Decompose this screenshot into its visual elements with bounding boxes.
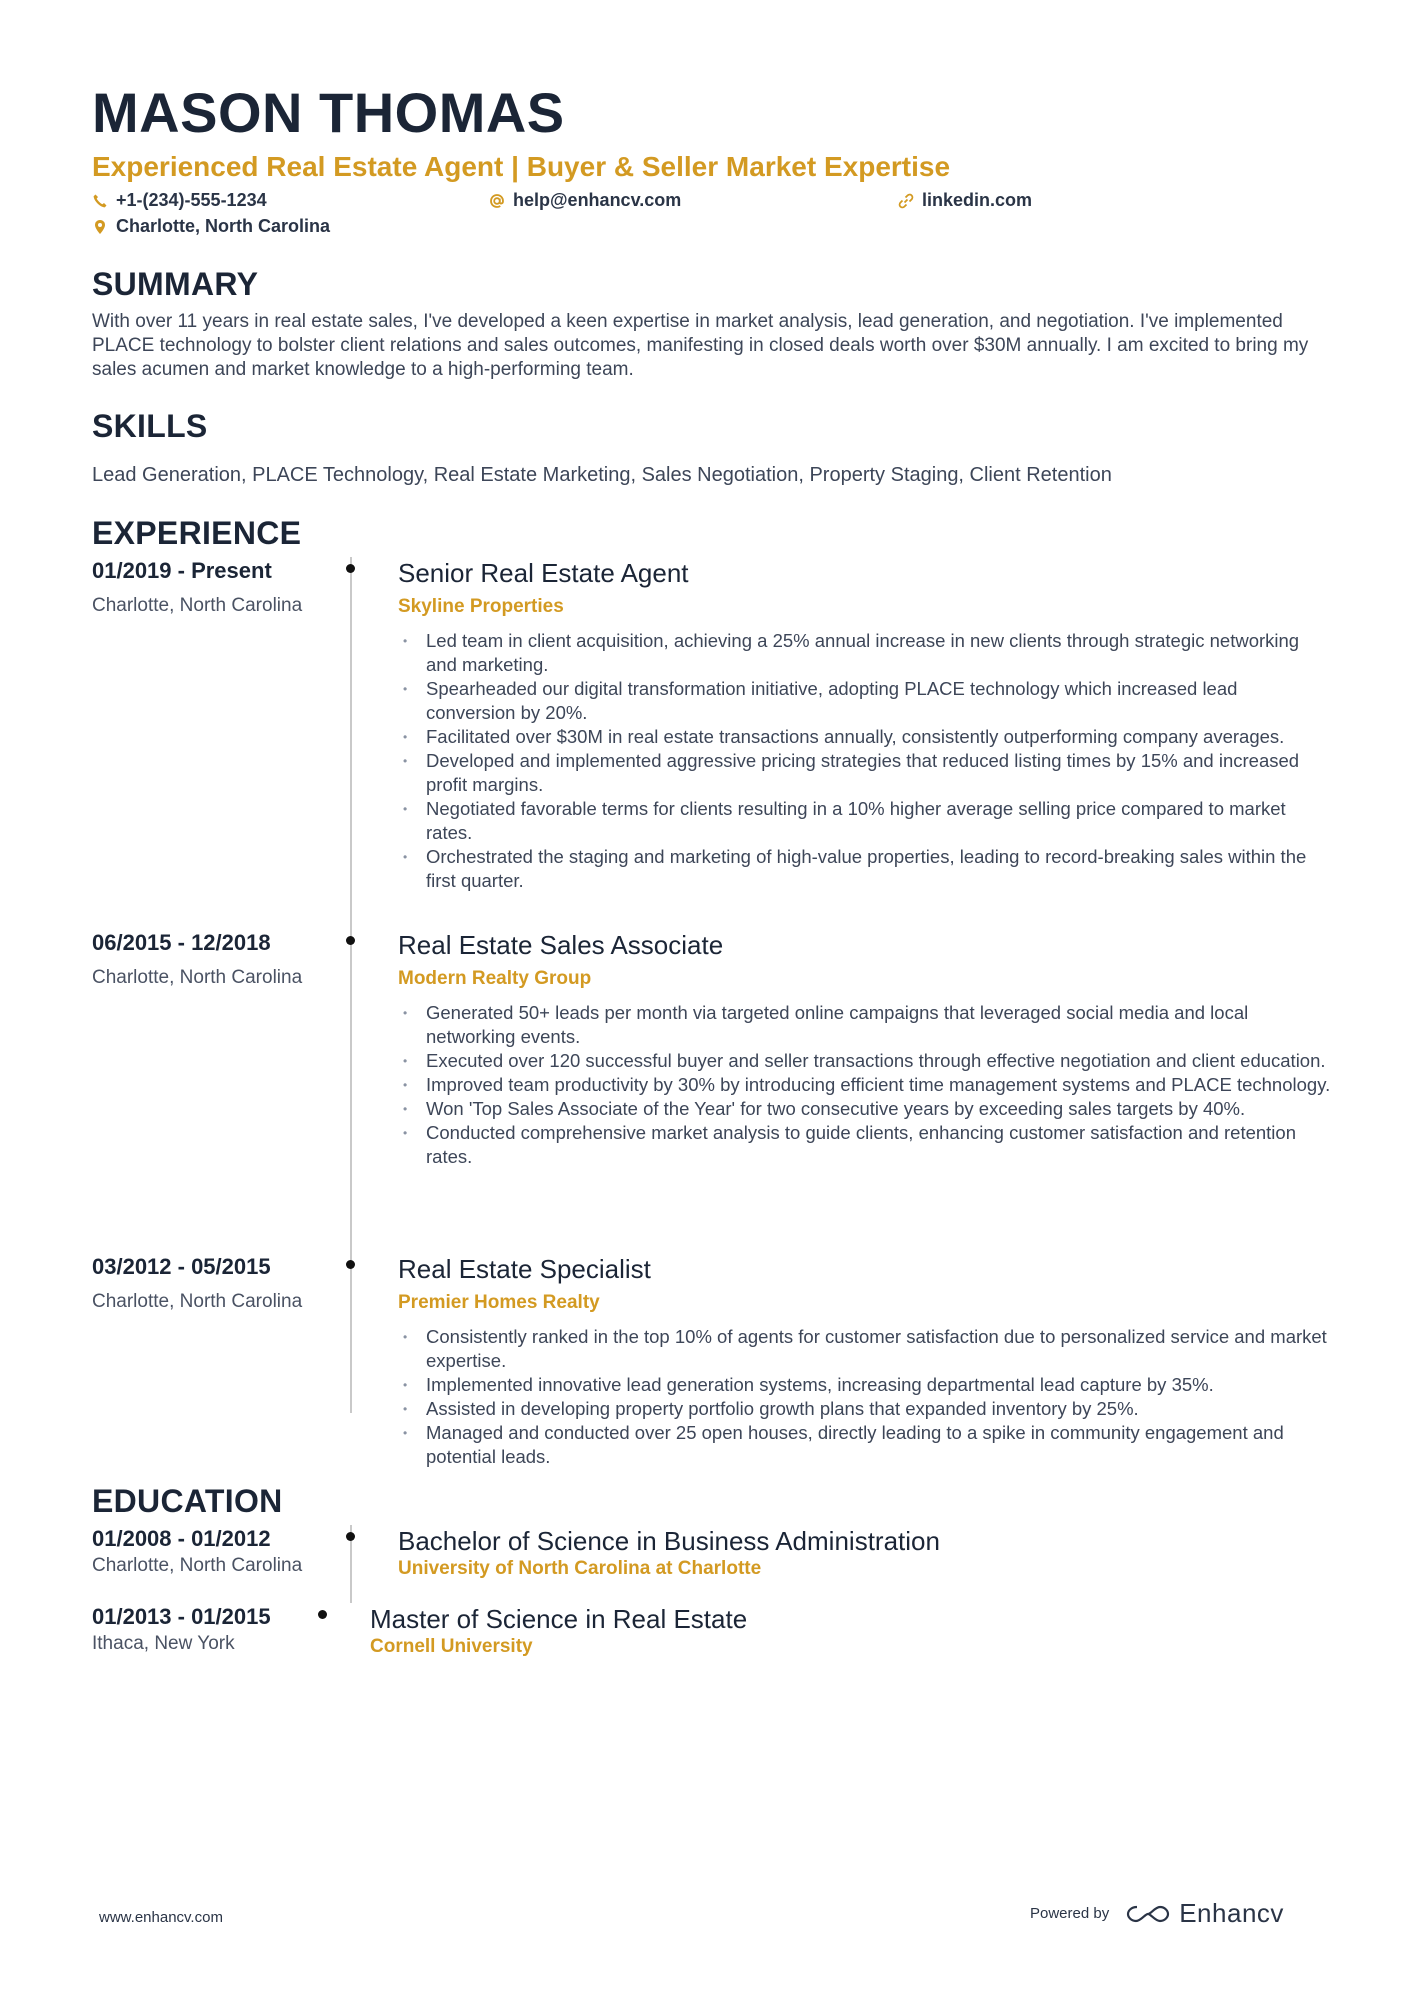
email-contact[interactable] <box>489 190 681 211</box>
job-title: Senior Real Estate Agent <box>398 558 689 588</box>
bullet-item: • Conducted comprehensive market analysis to guide clients, enhancing customer satisfaction and retention rates. <box>398 1121 1332 1169</box>
job-bullets <box>398 1001 1332 1169</box>
enhancv-logo-icon <box>1125 1903 1171 1925</box>
bullet-item: • Implemented innovative lead generation systems, increasing departmental lead capture by 35%. <box>398 1373 1332 1397</box>
timeline-line <box>350 929 352 1253</box>
skills-title: SKILLS <box>92 408 208 444</box>
summary-section <box>92 264 1332 382</box>
job-dates: 03/2012 - 05/2015 <box>92 1254 271 1279</box>
timeline-dot <box>346 1532 355 1541</box>
phone-contact[interactable] <box>92 190 267 211</box>
bullet-item: • Assisted in developing property portfolio growth plans that expanded inventory by 25%. <box>398 1397 1332 1421</box>
experience-section <box>92 513 1332 1481</box>
experience-entry <box>92 557 1332 929</box>
bullet-item: • Generated 50+ leads per month via targeted online campaigns that leveraged social media and local networking events. <box>398 1001 1332 1049</box>
location-text: Charlotte, North Carolina <box>116 216 331 236</box>
bullet-item: • Orchestrated the staging and marketing of high-value properties, leading to record-breaking sales within the first quarter. <box>398 845 1332 893</box>
candidate-headline: Experienced Real Estate Agent | Buyer & Seller Market Expertise <box>92 151 951 182</box>
job-title: Real Estate Specialist <box>398 1254 651 1284</box>
school-name: University of North Carolina at Charlotte <box>398 1558 762 1579</box>
summary-title: SUMMARY <box>92 266 259 302</box>
bullet-item: • Improved team productivity by 30% by introducing efficient time management systems and PLACE technology. <box>398 1073 1332 1097</box>
job-bullets <box>398 1325 1332 1469</box>
powered-by-text: Powered by <box>1030 1905 1110 1922</box>
phone-text: +1-(234)-555-1234 <box>116 190 267 210</box>
education-entry <box>92 1525 1332 1603</box>
job-location: Charlotte, North Carolina <box>92 595 303 616</box>
education-section <box>92 1481 1332 1673</box>
summary-text: With over 11 years in real estate sales, I've developed a keen expertise in market analysis, lead generation, and negotiation. I've implemented PLACE technology to bolster client relations and sales outcomes, manifesting in closed deals worth over $30M annually. I am excited to bring my sales acumen and market knowledge to a high-performing team. <box>92 311 1309 380</box>
email-text: help@enhancv.com <box>513 190 682 210</box>
bullet-item: • Won 'Top Sales Associate of the Year' for two consecutive years by exceeding sales targets by 40%. <box>398 1097 1332 1121</box>
company-name: Premier Homes Realty <box>398 1292 600 1313</box>
experience-entry <box>92 929 1332 1253</box>
timeline-dot <box>318 1610 327 1619</box>
experience-title: EXPERIENCE <box>92 515 302 551</box>
brand-name: Enhancv <box>1179 1898 1284 1928</box>
skills-section <box>92 406 1332 487</box>
location-contact <box>92 216 330 237</box>
enhancv-logo[interactable] <box>1125 1898 1284 1929</box>
company-name: Modern Realty Group <box>398 968 592 989</box>
link-icon <box>898 193 914 209</box>
education-title: EDUCATION <box>92 1483 283 1519</box>
timeline-line <box>350 1253 352 1413</box>
school-name: Cornell University <box>370 1636 533 1657</box>
linkedin-contact[interactable] <box>898 190 1032 211</box>
skills-list: Lead Generation, PLACE Technology, Real Estate Marketing, Sales Negotiation, Property Staging, Client Retention <box>92 464 1112 486</box>
education-location: Ithaca, New York <box>92 1633 235 1654</box>
education-entry <box>92 1603 1332 1673</box>
job-dates: 01/2019 - Present <box>92 558 272 583</box>
education-location: Charlotte, North Carolina <box>92 1555 303 1576</box>
timeline-line <box>350 557 352 929</box>
job-dates: 06/2015 - 12/2018 <box>92 930 271 955</box>
location-pin-icon <box>92 219 108 235</box>
job-location: Charlotte, North Carolina <box>92 967 303 988</box>
timeline-dot <box>346 564 355 573</box>
candidate-name: MASON THOMAS <box>92 81 565 144</box>
degree-title: Bachelor of Science in Business Administration <box>398 1526 940 1556</box>
bullet-item: • Managed and conducted over 25 open houses, directly leading to a spike in community engagement and potential leads. <box>398 1421 1332 1469</box>
education-dates: 01/2013 - 01/2015 <box>92 1604 271 1629</box>
degree-title: Master of Science in Real Estate <box>370 1604 748 1634</box>
bullet-item: • Executed over 120 successful buyer and seller transactions through effective negotiation and client education. <box>398 1049 1332 1073</box>
resume-page <box>92 80 1332 1673</box>
job-location: Charlotte, North Carolina <box>92 1291 303 1312</box>
timeline-dot <box>346 1260 355 1269</box>
bullet-item: • Spearheaded our digital transformation initiative, adopting PLACE technology which increased lead conversion by 20%. <box>398 677 1332 725</box>
company-name: Skyline Properties <box>398 596 564 617</box>
job-bullets <box>398 629 1332 893</box>
contact-info <box>92 190 1332 244</box>
footer-website[interactable]: www.enhancv.com <box>99 1909 223 1926</box>
bullet-item: • Developed and implemented aggressive pricing strategies that reduced listing times by 15% and increased profit margins. <box>398 749 1332 797</box>
bullet-item: • Facilitated over $30M in real estate transactions annually, consistently outperforming company averages. <box>398 725 1332 749</box>
phone-icon <box>92 193 108 209</box>
experience-entry <box>92 1253 1332 1481</box>
bullet-item: • Led team in client acquisition, achieving a 25% annual increase in new clients through strategic networking and marketing. <box>398 629 1332 677</box>
job-title: Real Estate Sales Associate <box>398 930 724 960</box>
linkedin-text: linkedin.com <box>922 190 1033 210</box>
bullet-item: • Consistently ranked in the top 10% of agents for customer satisfaction due to personalized service and market expertise. <box>398 1325 1332 1373</box>
education-dates: 01/2008 - 01/2012 <box>92 1526 271 1551</box>
timeline-dot <box>346 936 355 945</box>
bullet-item: • Negotiated favorable terms for clients resulting in a 10% higher average selling price compared to market rates. <box>398 797 1332 845</box>
at-icon <box>489 193 505 209</box>
footer-branding <box>1030 1898 1284 1929</box>
